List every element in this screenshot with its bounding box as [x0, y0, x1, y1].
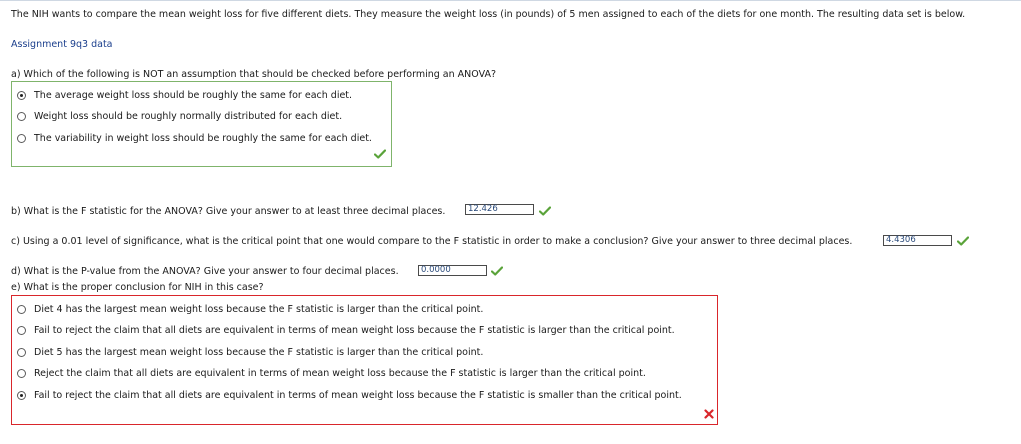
check-icon [374, 149, 386, 159]
question-d-text: d) What is the P-value from the ANOVA? Give your answer to four decimal places. [11, 266, 399, 277]
question-b-text: b) What is the F statistic for the ANOVA? Give your answer to at least three decimal places. [11, 206, 446, 217]
radio-a-2[interactable] [17, 112, 26, 121]
question-e-options [11, 295, 718, 425]
option-e-5[interactable] [17, 388, 682, 402]
radio-a-1[interactable] [17, 91, 26, 100]
option-e-5-label: Fail to reject the claim that all diets are equivalent in terms of mean weight loss because the F statistic is smaller than the critical point. [34, 389, 682, 401]
cross-icon [704, 409, 714, 419]
option-a-1[interactable] [17, 88, 352, 102]
check-icon [957, 236, 969, 246]
answer-d-field[interactable]: 0.0000 [418, 265, 487, 276]
question-a-text: a) Which of the following is NOT an assumption that should be checked before performing an ANOVA? [11, 69, 497, 80]
option-a-1-label: The average weight loss should be roughly the same for each diet. [34, 89, 353, 101]
option-a-2[interactable] [17, 109, 342, 123]
answer-b-field[interactable]: 12.426 [465, 204, 534, 215]
option-e-1[interactable] [17, 302, 483, 316]
radio-e-5[interactable] [17, 391, 26, 400]
option-e-3-label: Diet 5 has the largest mean weight loss because the F statistic is larger than the critical point. [34, 346, 484, 358]
check-icon [491, 266, 503, 276]
option-e-4[interactable] [17, 366, 646, 380]
answer-c-field[interactable]: 4.4306 [883, 235, 952, 246]
problem-intro: The NIH wants to compare the mean weight loss for five different diets. They measure the weight loss (in pounds) of 5 men assigned to each of the diets for one month. The resulting data set is below. [11, 9, 966, 20]
top-border [0, 0, 1021, 1]
check-icon [539, 206, 551, 216]
radio-e-4[interactable] [17, 369, 26, 378]
question-e-text: e) What is the proper conclusion for NIH in this case? [11, 282, 264, 293]
radio-e-2[interactable] [17, 326, 26, 335]
option-e-1-label: Diet 4 has the largest mean weight loss because the F statistic is larger than the critical point. [34, 303, 484, 315]
option-e-4-label: Reject the claim that all diets are equivalent in terms of mean weight loss because the F statistic is larger than the critical point. [34, 367, 646, 379]
option-e-2[interactable] [17, 323, 675, 337]
option-a-3[interactable] [17, 131, 372, 145]
option-a-2-label: Weight loss should be roughly normally distributed for each diet. [34, 110, 343, 122]
data-link[interactable]: Assignment 9q3 data [11, 39, 113, 50]
question-c-text: c) Using a 0.01 level of significance, what is the critical point that one would compare to the F statistic in order to make a conclusion? Give your answer to three decimal places. [11, 236, 853, 247]
radio-e-3[interactable] [17, 348, 26, 357]
question-a-options [11, 81, 392, 167]
option-a-3-label: The variability in weight loss should be roughly the same for each diet. [34, 132, 372, 144]
option-e-3[interactable] [17, 345, 483, 359]
radio-a-3[interactable] [17, 134, 26, 143]
option-e-2-label: Fail to reject the claim that all diets are equivalent in terms of mean weight loss because the F statistic is larger than the critical point. [34, 324, 675, 336]
radio-e-1[interactable] [17, 305, 26, 314]
